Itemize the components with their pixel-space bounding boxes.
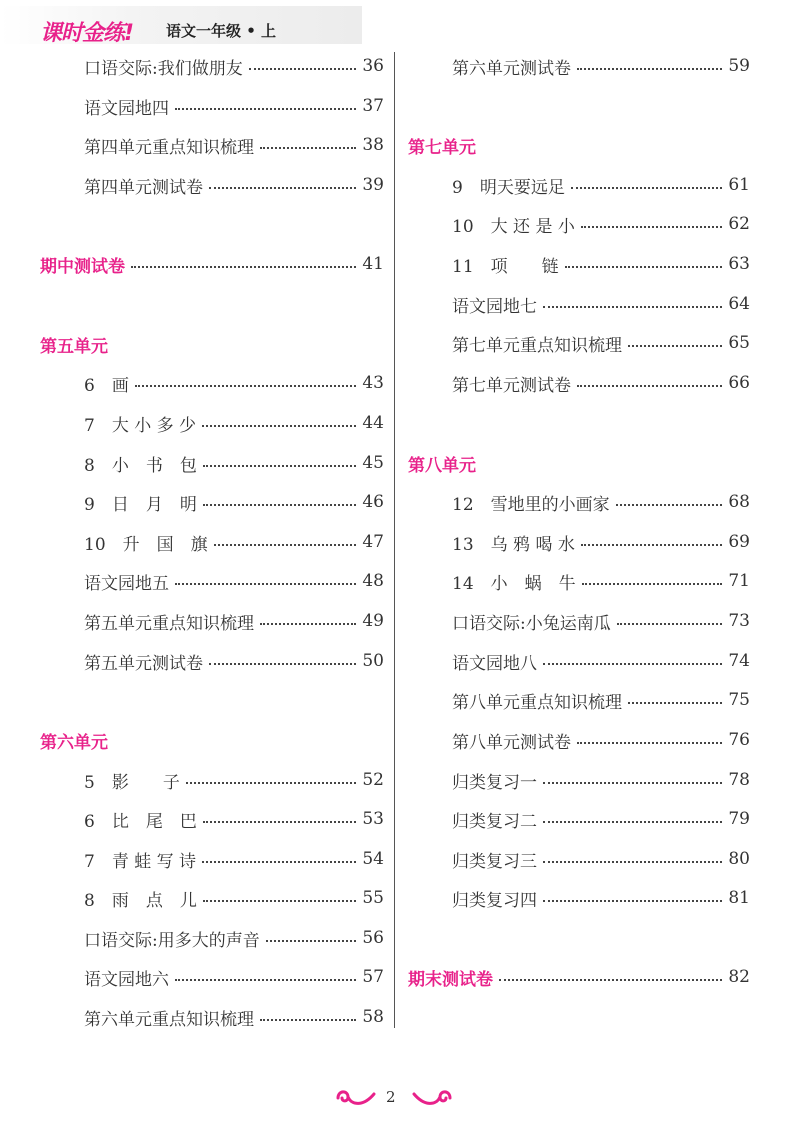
- toc-entry-label: 归类复习三: [452, 851, 537, 872]
- toc-entry-label: 6 比 尾 巴: [84, 811, 197, 832]
- dot-leader: [577, 742, 722, 744]
- toc-entry-label: 6 画: [84, 375, 129, 396]
- dot-leader: [543, 663, 722, 665]
- toc-entry[interactable]: [452, 883, 750, 913]
- dot-leader: [581, 544, 722, 546]
- toc-entry-label: 归类复习一: [452, 772, 537, 793]
- toc-entry-label: 7 青 蛙 写 诗: [84, 851, 197, 872]
- dot-leader: [543, 900, 722, 902]
- toc-entry-page: 47: [362, 532, 384, 552]
- dot-leader: [260, 147, 356, 149]
- column-divider: [394, 52, 395, 1028]
- toc-entry-page: 48: [362, 571, 384, 591]
- dot-leader: [571, 187, 722, 189]
- toc-entry-label: 归类复习二: [452, 811, 537, 832]
- dot-leader: [175, 979, 356, 981]
- toc-entry-page: 74: [728, 651, 750, 671]
- unit-heading-6: 第六单元: [40, 732, 108, 753]
- dot-leader: [203, 504, 356, 506]
- dot-leader: [260, 623, 356, 625]
- toc-entry[interactable]: [452, 209, 750, 239]
- dot-leader: [628, 345, 722, 347]
- toc-entry-page: 79: [728, 809, 750, 829]
- toc-entry-label: 语文园地六: [84, 969, 169, 990]
- toc-entry-label: 8 小 书 包: [84, 455, 197, 476]
- toc-entry-label: 14 小 蜗 牛: [452, 573, 576, 594]
- unit-heading-8: 第八单元: [408, 455, 476, 476]
- toc-entry[interactable]: [452, 170, 750, 200]
- toc-entry[interactable]: [452, 725, 750, 755]
- toc-right-column: [408, 46, 750, 1036]
- toc-entry-label: 9 日 月 明: [84, 494, 197, 515]
- toc-entry-label: 5 影 子: [84, 772, 180, 793]
- dot-leader: [543, 861, 722, 863]
- toc-entry-page: 52: [362, 770, 384, 790]
- toc-entry[interactable]: [84, 883, 384, 913]
- toc-entry-label: 第六单元测试卷: [452, 58, 571, 79]
- dot-leader: [202, 861, 356, 863]
- toc-entry[interactable]: [84, 487, 384, 517]
- toc-entry-label: 第六单元重点知识梳理: [84, 1009, 254, 1030]
- toc-entry-label: 8 雨 点 儿: [84, 890, 197, 911]
- toc-entry[interactable]: [84, 923, 384, 953]
- page-number: 2: [386, 1088, 396, 1106]
- toc-entry-page: 62: [728, 214, 750, 234]
- toc-entry-page: 69: [728, 532, 750, 552]
- toc-entry[interactable]: [84, 130, 384, 160]
- toc-entry-page: 80: [728, 849, 750, 869]
- toc-entry-label: 第四单元测试卷: [84, 177, 203, 198]
- toc-entry-page: 75: [728, 690, 750, 710]
- toc-entry[interactable]: [452, 487, 750, 517]
- toc-entry-label: 第五单元测试卷: [84, 653, 203, 674]
- toc-entry-page: 57: [362, 967, 384, 987]
- toc-entry-page: 46: [362, 492, 384, 512]
- toc-entry[interactable]: [452, 804, 750, 834]
- toc-entry-label: 语文园地五: [84, 573, 169, 594]
- toc-entry-page: 41: [362, 254, 384, 274]
- dot-leader: [499, 979, 722, 981]
- toc-entry[interactable]: [84, 606, 384, 636]
- toc-entry-page: 45: [362, 453, 384, 473]
- toc-entry-page: 68: [728, 492, 750, 512]
- toc-entry-label: 12 雪地里的小画家: [452, 494, 610, 515]
- dot-leader: [209, 663, 356, 665]
- toc-entry[interactable]: [452, 765, 750, 795]
- toc-final-exam[interactable]: [408, 962, 750, 992]
- dot-leader: [175, 583, 356, 585]
- toc-entry-page: 61: [728, 175, 750, 195]
- toc-entry-page: 38: [362, 135, 384, 155]
- dot-leader: [209, 187, 356, 189]
- toc-entry-label: 第八单元重点知识梳理: [452, 692, 622, 713]
- toc-entry-page: 63: [728, 254, 750, 274]
- toc-entry[interactable]: [452, 606, 750, 636]
- dot-leader: [214, 544, 356, 546]
- toc-entry[interactable]: [84, 91, 384, 121]
- toc-entry[interactable]: [84, 527, 384, 557]
- toc-entry-label: 语文园地八: [452, 653, 537, 674]
- toc-entry-label: 10 升 国 旗: [84, 534, 208, 555]
- toc-entry-page: 55: [362, 888, 384, 908]
- dot-leader: [577, 385, 722, 387]
- toc-left-column: [40, 46, 384, 1036]
- toc-entry-page: 49: [362, 611, 384, 631]
- toc-entry-label: 期中测试卷: [40, 256, 125, 277]
- toc-entry[interactable]: [84, 962, 384, 992]
- toc-entry-label: 第七单元重点知识梳理: [452, 335, 622, 356]
- toc-entry[interactable]: [452, 328, 750, 358]
- dot-leader: [565, 266, 722, 268]
- page-footer: [0, 1084, 790, 1114]
- toc-entry[interactable]: [452, 646, 750, 676]
- dot-leader: [543, 306, 722, 308]
- toc-entry[interactable]: [452, 249, 750, 279]
- toc-entry[interactable]: [452, 844, 750, 874]
- toc-entry-label: 11 项 链: [452, 256, 559, 277]
- toc-entry-label: 口语交际:用多大的声音: [84, 930, 260, 951]
- toc-entry-page: 58: [362, 1007, 384, 1027]
- dot-leader: [260, 1019, 356, 1021]
- toc-entry[interactable]: [452, 368, 750, 398]
- toc-entry[interactable]: [84, 844, 384, 874]
- dot-leader: [131, 266, 356, 268]
- dot-leader: [186, 782, 356, 784]
- toc-entry-page: 36: [362, 56, 384, 76]
- toc-entry-label: 9 明天要远足: [452, 177, 565, 198]
- toc-entry-page: 59: [728, 56, 750, 76]
- toc-entry-label: 语文园地四: [84, 98, 169, 119]
- toc-entry[interactable]: [84, 566, 384, 596]
- dot-leader: [577, 68, 722, 70]
- unit-heading-5: 第五单元: [40, 336, 108, 357]
- toc-entry-label: 第五单元重点知识梳理: [84, 613, 254, 634]
- toc-entry[interactable]: [84, 1002, 384, 1032]
- toc-entry[interactable]: [84, 448, 384, 478]
- dot-leader: [175, 108, 356, 110]
- toc-entry-page: 81: [728, 888, 750, 908]
- toc-entry-label: 第八单元测试卷: [452, 732, 571, 753]
- toc-entry-label: 7 大 小 多 少: [84, 415, 197, 436]
- dot-leader: [203, 465, 356, 467]
- dot-leader: [202, 425, 356, 427]
- page-header: [0, 6, 362, 44]
- toc-entry-page: 53: [362, 809, 384, 829]
- toc-entry[interactable]: [84, 804, 384, 834]
- unit-heading-7: 第七单元: [408, 137, 476, 158]
- toc-entry-page: 71: [728, 571, 750, 591]
- toc-entry-page: 43: [362, 373, 384, 393]
- toc-entry[interactable]: [452, 685, 750, 715]
- toc-entry-page: 54: [362, 849, 384, 869]
- toc-entry-label: 第七单元测试卷: [452, 375, 571, 396]
- toc-entry-page: 78: [728, 770, 750, 790]
- toc-entry-label: 口语交际:我们做朋友: [84, 58, 243, 79]
- toc-entry-label: 第四单元重点知识梳理: [84, 137, 254, 158]
- toc-entry[interactable]: [84, 51, 384, 81]
- dot-leader: [616, 504, 722, 506]
- toc-entry[interactable]: [84, 765, 384, 795]
- swirl-ornament-right-icon: [410, 1086, 454, 1110]
- swirl-ornament-left-icon: [334, 1086, 378, 1110]
- toc-entry[interactable]: [452, 51, 750, 81]
- dot-leader: [543, 821, 722, 823]
- toc-entry-page: 73: [728, 611, 750, 631]
- toc-entry-label: 归类复习四: [452, 890, 537, 911]
- dot-leader: [582, 583, 722, 585]
- toc-entry-page: 82: [728, 967, 750, 987]
- toc-midterm-exam[interactable]: [40, 249, 384, 279]
- toc-entry-page: 37: [362, 96, 384, 116]
- dot-leader: [135, 385, 356, 387]
- toc-entry-label: 13 乌 鸦 喝 水: [452, 534, 575, 555]
- dot-leader: [266, 940, 356, 942]
- toc-entry-label: 语文园地七: [452, 296, 537, 317]
- book-subtitle: 语文一年级 • 上: [166, 22, 277, 40]
- toc-entry[interactable]: [452, 527, 750, 557]
- toc-entry-page: 44: [362, 413, 384, 433]
- dot-leader: [617, 623, 722, 625]
- toc-entry[interactable]: [452, 566, 750, 596]
- toc-entry-page: 50: [362, 651, 384, 671]
- toc-entry-page: 64: [728, 294, 750, 314]
- toc-entry[interactable]: [84, 646, 384, 676]
- toc-entry-page: 66: [728, 373, 750, 393]
- toc-entry[interactable]: [84, 368, 384, 398]
- toc-entry-page: 39: [362, 175, 384, 195]
- toc-entry[interactable]: [84, 408, 384, 438]
- dot-leader: [543, 782, 722, 784]
- dot-leader: [203, 900, 356, 902]
- toc-entry-label: 10 大 还 是 小: [452, 216, 575, 237]
- dot-leader: [249, 68, 356, 70]
- toc-entry-page: 56: [362, 928, 384, 948]
- dot-leader: [203, 821, 356, 823]
- toc-entry-label: 口语交际:小兔运南瓜: [452, 613, 611, 634]
- dot-leader: [628, 702, 722, 704]
- brand-logo-text: 课时金练!: [40, 21, 134, 46]
- toc-entry-page: 76: [728, 730, 750, 750]
- dot-leader: [581, 226, 722, 228]
- toc-entry-label: 期末测试卷: [408, 969, 493, 990]
- toc-entry[interactable]: [84, 170, 384, 200]
- toc-entry[interactable]: [452, 289, 750, 319]
- toc-entry-page: 65: [728, 333, 750, 353]
